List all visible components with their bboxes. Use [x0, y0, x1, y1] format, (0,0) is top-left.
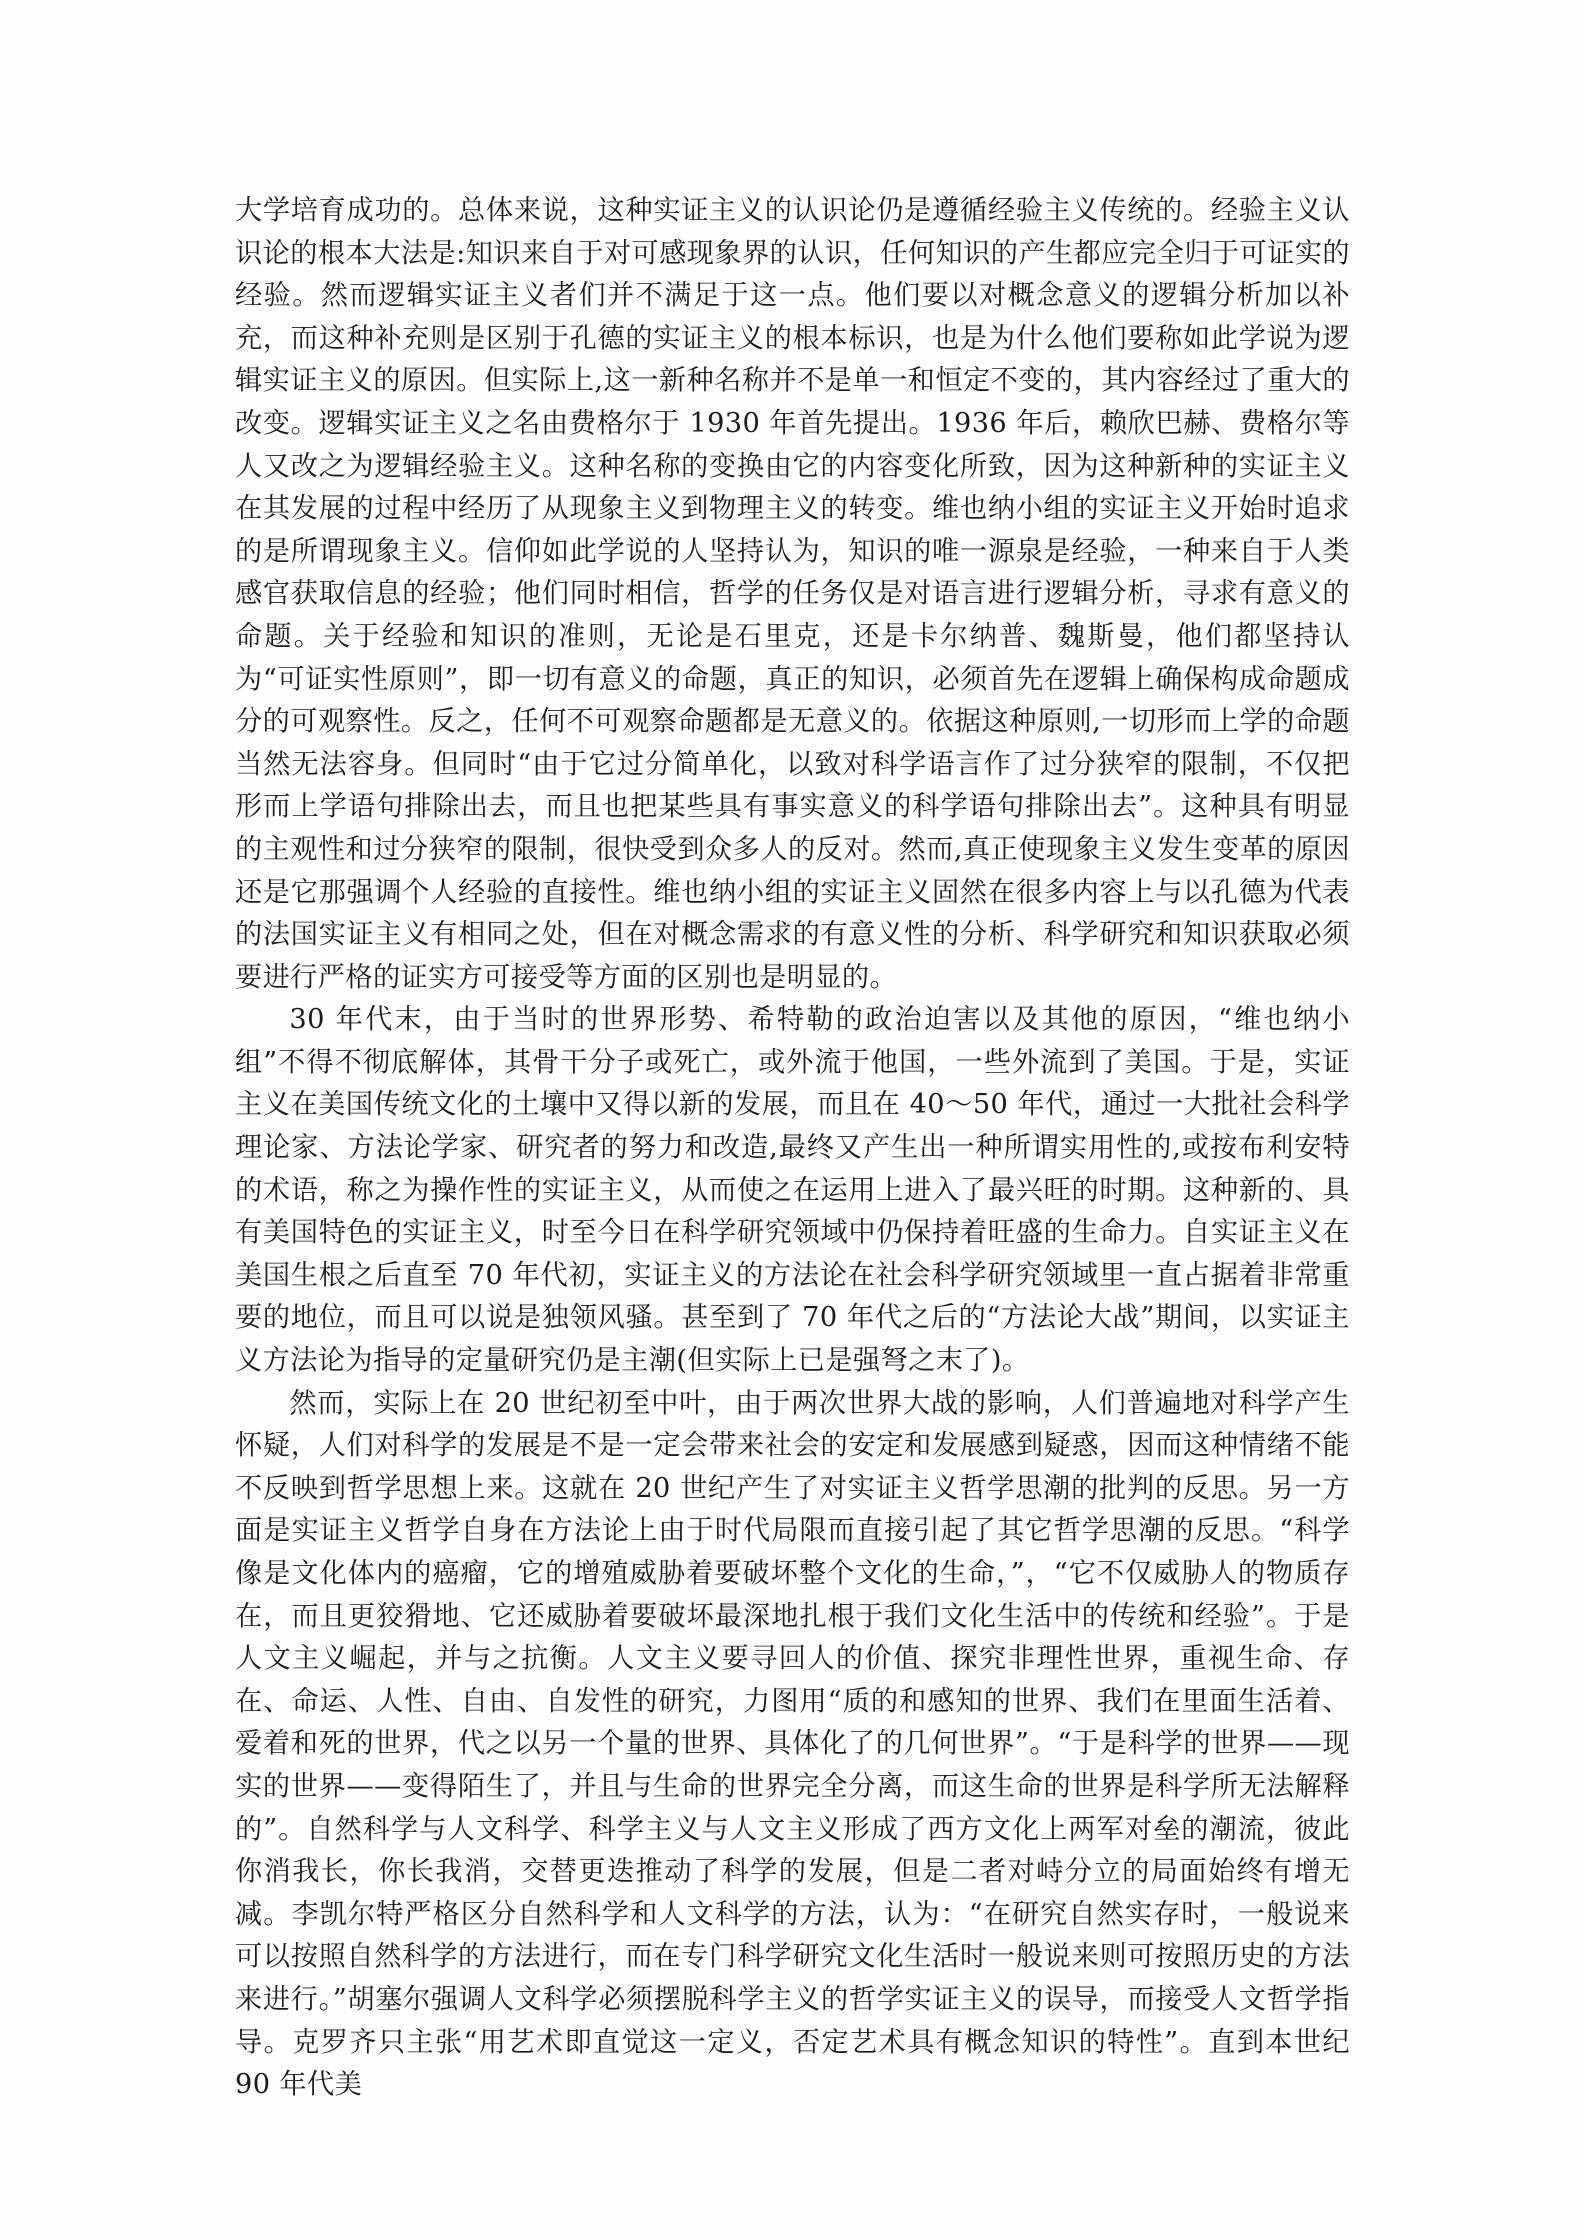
paragraph-1: 大学培育成功的。总体来说，这种实证主义的认识论仍是遵循经验主义传统的。经验主义认识论的根本大法是:知识来自于对可感现象界的认识，任何知识的产生都应完全归于可证实的经验。然而逻辑实证主义者们并不满足于这一点。他们要以对概念意义的逻辑分析加以补充，而这种补充则是区别于孔德的实证主义的根本标识，也是为什么他们要称如此学说为逻辑实证主义的原因。但实际上,这一新种名称并不是单一和恒定不变的，其内容经过了重大的改变。逻辑实证主义之名由费格尔于 1930 年首先提出。1936 年后，赖欣巴赫、费格尔等人又改之为逻辑经验主义。这种名称的变换由它的内容变化所致，因为这种新种的实证主义在其发展的过程中经历了从现象主义到物理主义的转变。维也纳小组的实证主义开始时追求的是所谓现象主义。信仰如此学说的人坚持认为，知识的唯一源泉是经验，一种来自于人类感官获取信息的经验；他们同时相信，哲学的任务仅是对语言进行逻辑分析，寻求有意义的命题。关于经验和知识的准则，无论是石里克，还是卡尔纳普、魏斯曼，他们都坚持认为“可证实性原则”，即一切有意义的命题，真正的知识，必须首先在逻辑上确保构成命题成分的可观察性。反之，任何不可观察命题都是无意义的。依据这种原则,一切形而上学的命题当然无法容身。但同时“由于它过分简单化，以致对科学语言作了过分狭窄的限制，不仅把形而上学语句排除出去，而且也把某些具有事实意义的科学语句排除出去”。这种具有明显的主观性和过分狭窄的限制，很快受到众多人的反对。然而,真正使现象主义发生变革的原因还是它那强调个人经验的直接性。维也纳小组的实证主义固然在很多内容上与以孔德为代表的法国实证主义有相同之处，但在对概念需求的有意义性的分析、科学研究和知识获取必须要进行严格的证实方可接受等方面的区别也是明显的。	[235, 195, 1350, 993]
paragraph-3: 然而，实际上在 20 世纪初至中叶，由于两次世界大战的影响，人们普遍地对科学产生怀疑，人们对科学的发展是不是一定会带来社会的安定和发展感到疑惑，因而这种情绪不能不反映到哲学思想上来。这就在 20 世纪产生了对实证主义哲学思潮的批判的反思。另一方面是实证主义哲学自身在方法论上由于时代局限而直接引起了其它哲学思潮的反思。“科学像是文化体内的癌瘤，它的增殖威胁着要破坏整个文化的生命，”，“它不仅威胁人的物质存在，而且更狡猾地、它还威胁着要破坏最深地扎根于我们文化生活中的传统和经验”。于是人文主义崛起，并与之抗衡。人文主义要寻回人的价值、探究非理性世界，重视生命、存在、命运、人性、自由、自发性的研究，力图用“质的和感知的世界、我们在里面生活着、爱着和死的世界，代之以另一个量的世界、具体化了的几何世界”。“于是科学的世界——现实的世界——变得陌生了，并且与生命的世界完全分离，而这生命的世界是科学所无法解释的”。自然科学与人文科学、科学主义与人文主义形成了西方文化上两军对垒的潮流，彼此你消我长，你长我消，交替更迭推动了科学的发展，但是二者对峙分立的局面始终有增无减。李凯尔特严格区分自然科学和人文科学的方法，认为：“在研究自然实存时，一般说来可以按照自然科学的方法进行，而在专门科学研究文化生活时一般说来则可按照历史的方法来进行。”胡塞尔强调人文科学必须摆脱科学主义的哲学实证主义的误导，而接受人文哲学指导。克罗齐只主张“用艺术即直觉这一定义，否定艺术具有概念知识的特性”。直到本世纪 90 年代美	[235, 1387, 1350, 2101]
body-text	[235, 190, 1350, 2107]
paragraph-2: 30 年代末，由于当时的世界形势、希特勒的政治迫害以及其他的原因，“维也纳小组”不得不彻底解体，其骨干分子或死亡，或外流于他国，一些外流到了美国。于是，实证主义在美国传统文化的土壤中又得以新的发展，而且在 40～50 年代，通过一大批社会科学理论家、方法论学家、研究者的努力和改造,最终又产生出一种所谓实用性的,或按布利安特的术语，称之为操作性的实证主义，从而使之在运用上进入了最兴旺的时期。这种新的、具有美国特色的实证主义，时至今日在科学研究领域中仍保持着旺盛的生命力。自实证主义在美国生根之后直至 70 年代初，实证主义的方法论在社会科学研究领域里一直占据着非常重要的地位，而且可以说是独领风骚。甚至到了 70 年代之后的“方法论大战”期间，以实证主义方法论为指导的定量研究仍是主潮(但实际上已是强弩之末了)。	[235, 1004, 1350, 1377]
